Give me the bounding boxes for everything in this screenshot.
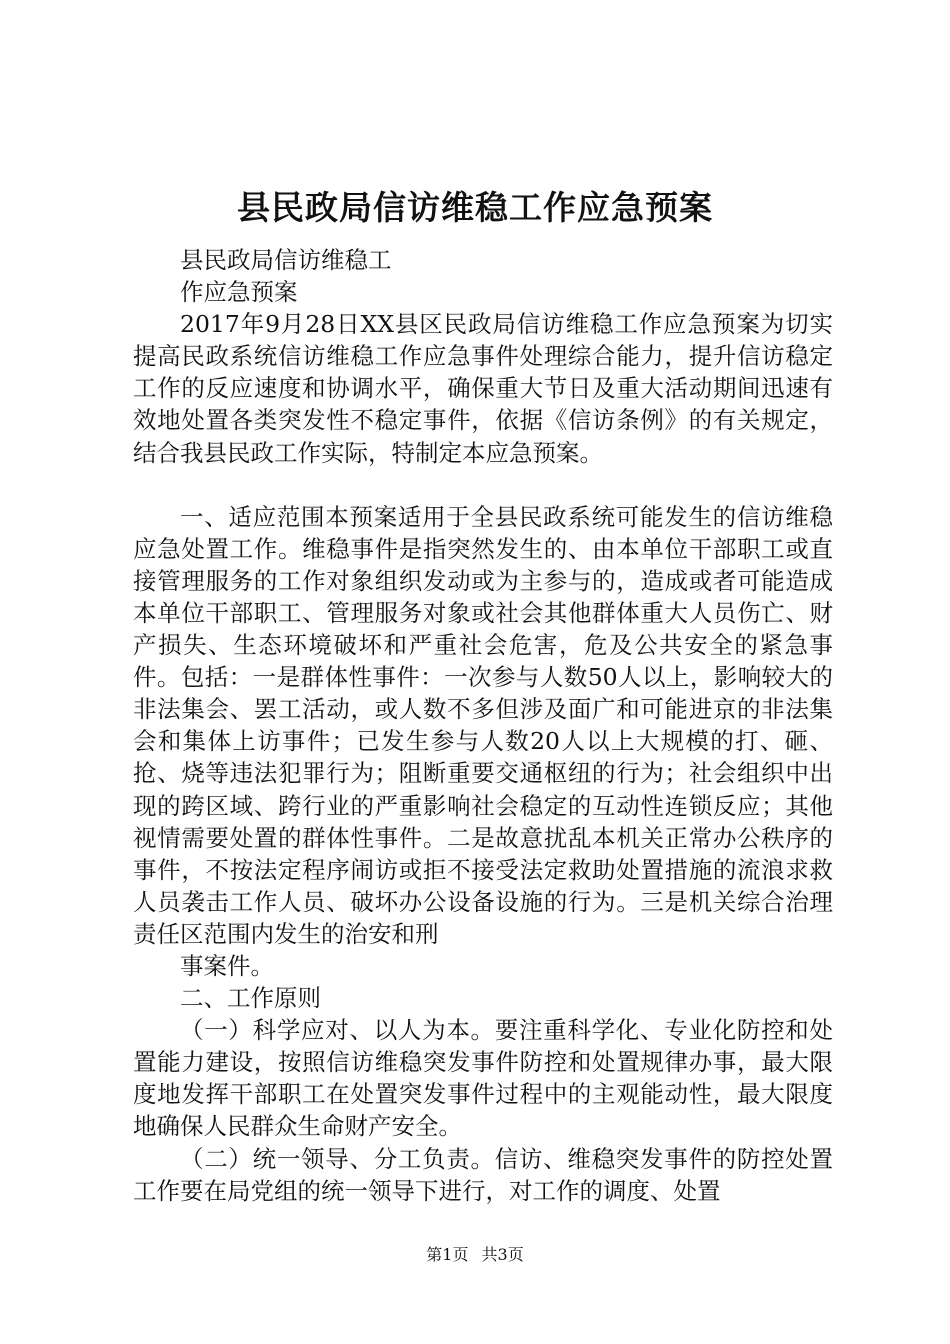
scope-paragraph-end: 事案件。 xyxy=(180,951,274,980)
paragraph-gap xyxy=(133,469,833,501)
page-total: 共3页 xyxy=(481,1245,524,1264)
page-footer xyxy=(0,1244,950,1266)
principle-2-paragraph: （二）统一领导、分工负责。信访、维稳突发事件的防控处置工作要在局党组的统一领导下进行，对工作的调度、处置 xyxy=(133,1144,833,1205)
document-title: 县民政局信访维稳工作应急预案 xyxy=(237,188,713,227)
principle-1-paragraph: （一）科学应对、以人为本。要注重科学化、专业化防控和处置能力建设，按照信访维稳突发事件防控和处置规律办事，最大限度地发挥干部职工在处置突发事件过程中的主观能动性，最大限度地确保人民群众生命财产安全。 xyxy=(133,1016,833,1141)
heading-fragment-2: 作应急预案 xyxy=(180,278,298,307)
intro-paragraph: 2017年9月28日XX县区民政局信访维稳工作应急预案为切实提高民政系统信访维稳工作应急事件处理综合能力，提升信访稳定工作的反应速度和协调水平，确保重大节日及重大活动期间迅速有效地处置各类突发性不稳定事件，依据《信访条例》的有关规定，结合我县民政工作实际，特制定本应急预案。 xyxy=(133,310,833,467)
heading-fragment-1: 县民政局信访维稳工 xyxy=(180,246,392,274)
scope-paragraph: 一、适应范围本预案适用于全县民政系统可能发生的信访维稳应急处置工作。维稳事件是指突然发生的、由本单位干部职工或直接管理服务的工作对象组织发动或为主参与的，造成或者可能造成本单位干部职工、管理服务对象或社会其他群体重大人员伤亡、财产损失、生态环境破坏和严重社会危害，危及公共安全的紧急事件。包括：一是群体性事件：一次参与人数50人以上，影响较大的非法集会、罢工活动，或人数不多但涉及面广和可能进京的非法集会和集体上访事件；已发生参与人数20人以上大规模的打、砸、抢、烧等违法犯罪行为；阻断重要交通枢纽的行为；社会组织中出现的跨区域、跨行业的严重影响社会稳定的互动性连锁反应；其他视情需要处置的群体性事件。二是故意扰乱本机关正常办公秩序的事件，不按法定程序闹访或拒不接受法定救助处置措施的流浪求救人员袭击工作人员、破坏办公设备设施的行为。三是机关综合治理责任区范围内发生的治安和刑 xyxy=(133,502,833,948)
page-number: 第1页 xyxy=(426,1245,469,1264)
document-body xyxy=(133,244,833,1207)
section-heading-principles: 二、工作原则 xyxy=(180,984,321,1013)
